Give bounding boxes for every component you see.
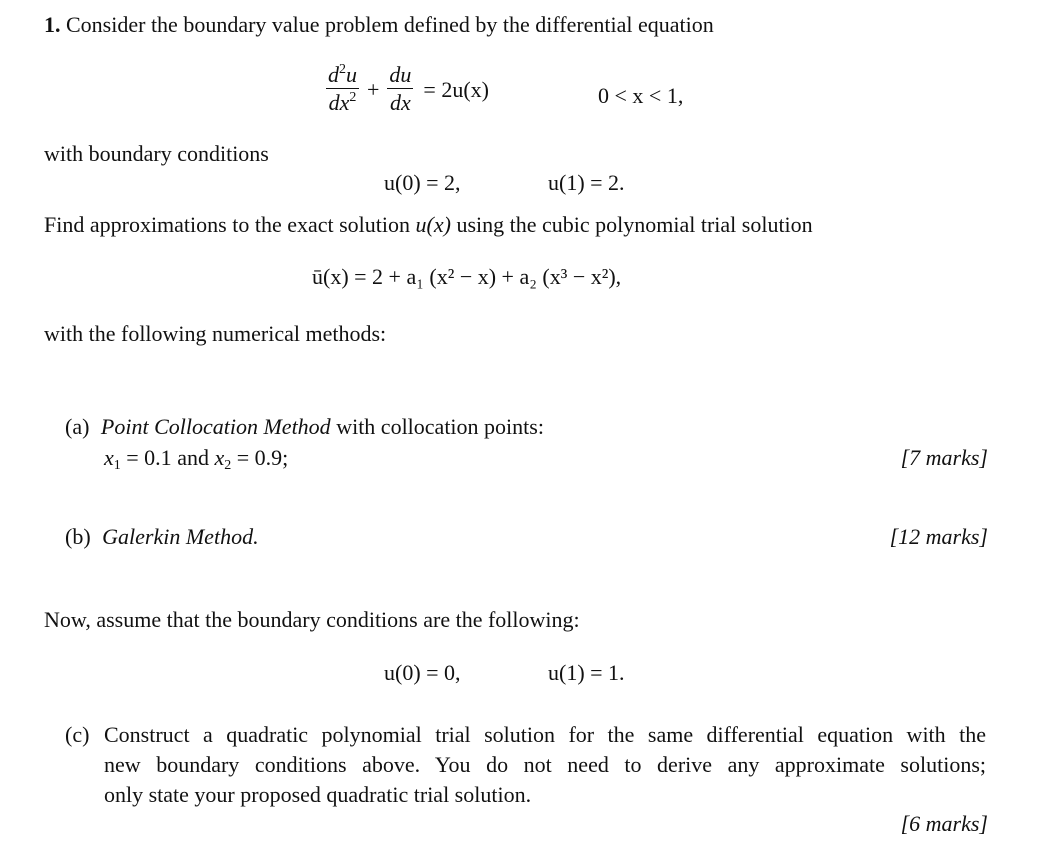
part-c-label: (c) [65,722,90,747]
part-c-line-2: new boundary conditions above. You do not need to derive any approximate solutions; [104,752,986,777]
trial-solution: ū(x) = 2 + a₁ (x² − x) + a₂ (x³ − x²), [312,264,622,289]
boundary-conditions-label: with boundary conditions [44,141,269,166]
part-c-line-1: Construct a quadratic polynomial trial solution for the same differential equation with the [104,722,986,747]
part-b-method: Galerkin Method. [102,524,259,549]
equation-rhs: = 2u(x) [423,76,489,102]
part-c-line-3: only state your proposed quadratic trial solution. [104,782,532,807]
exact-solution-symbol: u(x) [415,212,451,237]
part-b [65,524,259,550]
first-derivative-fraction: $\frac{du}{dx}$ [389,62,412,115]
question-intro [44,12,714,38]
part-a-label: (a) [65,414,90,439]
part-a-rest: with collocation points: [336,414,544,439]
bc-second-left: u(0) = 0, [384,660,461,685]
bc-first-right: u(1) = 2. [548,170,625,195]
question-number: 1. [44,12,61,37]
second-derivative-fraction: $\frac{d^2u}{dx^2}$ [328,62,357,115]
bc-first-left: u(0) = 2, [384,170,461,195]
part-a-marks: [7 marks] [900,445,988,470]
bc-second-right: u(1) = 1. [548,660,625,685]
part-a [65,414,544,440]
new-bc-label: Now, assume that the boundary conditions are the following: [44,607,580,632]
part-c-marks: [6 marks] [900,811,988,836]
x2-value: = 0.9; [236,445,289,470]
differential-equation [326,62,489,117]
plus-sign: + [367,76,380,102]
question-intro-text: Consider the boundary value problem defined by the differential equation [66,12,714,37]
methods-label: with the following numerical methods: [44,321,387,346]
equation-domain: 0 < x < 1, [598,83,684,108]
part-b-label: (b) [65,524,91,549]
x1-value: = 0.1 [126,445,172,470]
find-approximations-text: Find approximations to the exact solution u(x) using the cubic polynomial trial solution [44,212,813,237]
part-a-method: Point Collocation Method [100,414,331,439]
part-b-marks: [12 marks] [889,524,988,549]
collocation-points: $x_1 = 0.1$ and $x_2 = 0.9$; [104,445,289,473]
